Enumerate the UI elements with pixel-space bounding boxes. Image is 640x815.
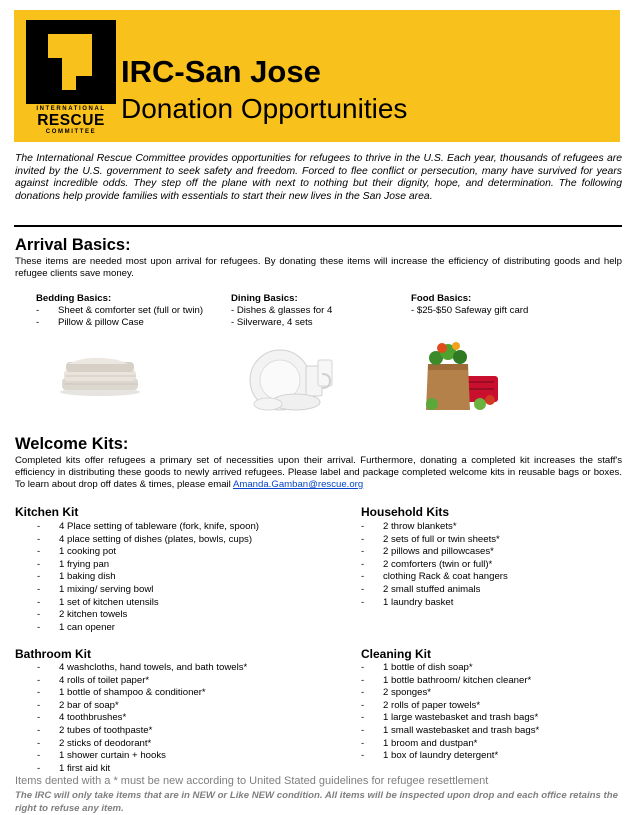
bathroom-kit-list	[15, 662, 247, 775]
kitchen-kit-list	[15, 521, 259, 634]
list-item: - 4 Place setting of tableware (fork, knife, spoon)	[37, 521, 259, 532]
section-divider	[14, 225, 622, 227]
dining-basics-title: Dining Basics:	[231, 293, 298, 304]
list-item: - 1 box of laundry detergent*	[361, 750, 499, 762]
list-item: - 4 washcloths, hand towels, and bath towels*	[37, 662, 248, 673]
cleaning-kit-title: Cleaning Kit	[361, 647, 432, 661]
welcome-kits-heading: Welcome Kits:	[15, 435, 129, 453]
list-item: - 1 bottle of shampoo & conditioner*	[37, 687, 206, 699]
intro-paragraph: The International Rescue Committee provides opportunities for refugees to thrive in the U.S. Each year, thousands of refugees are invited by the U.S. government to seek safety and freedom. Forced to flee conflict or persecution, many have survived for years against incredible odds. They step off the plane with next to nothing but their dignity, hope, and determination. The following donations help provide families with essentials to start their new lives in the San Jose area.	[15, 153, 622, 202]
arrival-basics-description: These items are needed most upon arrival for refugees. By donating these items will increase the efficiency of distributing goods and help refugee clients save money.	[15, 256, 622, 279]
logo-text-rescue: RESCUE	[37, 112, 105, 129]
list-item: - 1 shower curtain + hooks	[37, 750, 166, 762]
list-item: - 2 kitchen towels	[37, 609, 128, 621]
dining-basics	[231, 293, 332, 329]
page-subtitle: Donation Opportunities	[121, 93, 408, 124]
list-item: - 1 cooking pot	[37, 546, 117, 558]
household-kits-list	[339, 521, 508, 609]
irc-figure-icon	[26, 20, 116, 104]
list-item: - 2 sets of full or twin sheets*	[361, 533, 500, 545]
list-item: - 4 place setting of dishes (plates, bowls, cups)	[37, 533, 253, 545]
list-item: - 4 rolls of toilet paper*	[37, 674, 150, 686]
header-banner	[14, 10, 620, 142]
list-item: - 2 throw blankets*	[361, 521, 457, 532]
list-item: - Dishes & glasses for 4	[231, 305, 333, 316]
list-item: - 1 bottle bathroom/ kitchen cleaner*	[361, 674, 532, 686]
list-item: - 1 frying pan	[37, 558, 110, 570]
list-item: - 2 small stuffed animals	[361, 583, 481, 595]
irc-logo	[26, 20, 116, 135]
list-item: - 2 sticks of deodorant*	[37, 737, 152, 749]
list-item: - 2 rolls of paper towels*	[361, 699, 481, 711]
list-item: - 1 can opener	[37, 621, 116, 633]
email-link[interactable]: Amanda.Gamban@rescue.org	[232, 479, 364, 490]
page-title: IRC-San Jose	[121, 54, 321, 89]
food-basics	[411, 293, 528, 317]
list-item: - 4 toothbrushes*	[37, 712, 127, 724]
logo-text-international: INTERNATIONAL	[36, 106, 106, 112]
food-basics-title: Food Basics:	[411, 293, 472, 304]
list-item: - 2 tubes of toothpaste*	[37, 724, 153, 736]
list-item: - 2 pillows and pillowcases*	[361, 546, 494, 558]
household-kits-title: Household Kits	[361, 505, 450, 519]
folded-sheets-image	[58, 350, 142, 398]
list-item: - Silverware, 4 sets	[231, 317, 313, 328]
bedding-basics	[36, 293, 203, 329]
welcome-kits-description: Completed kits offer refugees a primary set of necessities upon their arrival. Furthermore, donating a completed kit increases the staff's efficiency in distributing these goods to newly arrived refugees. Please label and package completed welcome kits in reusable bags or boxes. To learn about drop off dates & times, please email Amanda.Gamban@rescue.org	[15, 455, 622, 490]
list-item: - Pillow & pillow Case	[36, 317, 144, 328]
dishes-image	[246, 346, 338, 412]
list-item: - 1 mixing/ serving bowl	[37, 583, 154, 595]
kitchen-kit-title: Kitchen Kit	[15, 505, 79, 519]
list-item: - 1 bottle of dish soap*	[361, 662, 473, 673]
list-item: - 1 laundry basket	[361, 596, 454, 608]
list-item: - 1 small wastebasket and trash bags*	[361, 724, 540, 736]
list-item: - $25-$50 Safeway gift card	[411, 305, 529, 316]
list-item: - Sheet & comforter set (full or twin)	[36, 305, 204, 316]
condition-footnote: The IRC will only take items that are in NEW or Like NEW condition. All items will be inspected upon drop and each office retains the right to refuse any item.	[15, 790, 618, 814]
new-items-footnote: Items dented with a * must be new according to United Stated guidelines for refugee resettlement	[15, 775, 489, 787]
list-item: - 2 comforters (twin or full)*	[361, 558, 493, 570]
cleaning-kit-list	[339, 662, 539, 763]
list-item: - 2 bar of soap*	[37, 699, 119, 711]
list-item: - 1 large wastebasket and trash bags*	[361, 712, 539, 724]
list-item: - 1 broom and dustpan*	[361, 737, 478, 749]
arrival-basics-heading: Arrival Basics:	[15, 236, 131, 254]
bathroom-kit-title: Bathroom Kit	[15, 647, 91, 661]
logo-text-committee: COMMITTEE	[45, 129, 97, 135]
grocery-bag-image	[424, 342, 500, 414]
list-item: - 2 sponges*	[361, 687, 432, 699]
list-item: - 1 baking dish	[37, 571, 116, 583]
bedding-basics-title: Bedding Basics:	[36, 293, 112, 304]
list-item: - clothing Rack & coat hangers	[361, 571, 508, 583]
list-item: - 1 first aid kit	[37, 762, 111, 774]
list-item: - 1 set of kitchen utensils	[37, 596, 159, 608]
